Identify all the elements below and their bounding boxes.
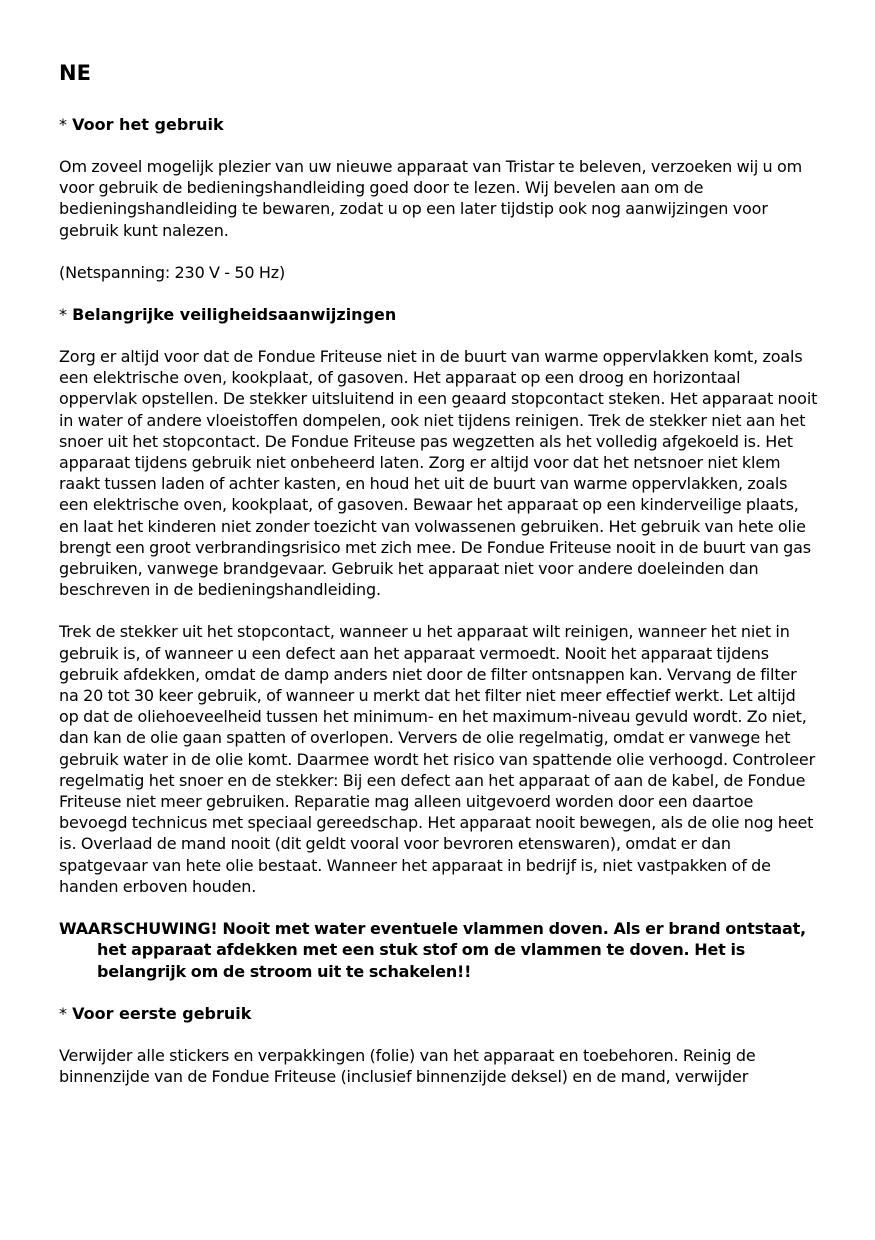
heading-bullet: *: [59, 115, 73, 134]
heading-bullet: *: [59, 305, 73, 325]
section-heading-before-use: [59, 114, 819, 135]
section-heading-safety: [59, 304, 819, 325]
safety-paragraph-1: Zorg er altijd voor dat de Fondue Friteuse niet in de buurt van warme oppervlakken komt, zoals een elektrische oven, kookplaat, of gasoven. Het apparaat op een droog en horizontaal oppervlak opstellen. De stekker uitsluitend in een geaard stopcontact steken. Het apparaat nooit in water of andere vloeistoffen dompelen, ook niet tijdens reinigen. Trek de stekker niet aan het snoer uit het stopcontact. De Fondue Friteuse pas wegzetten als het volledig afgekoeld is. Het apparaat tijdens gebruik niet onbeheerd laten. Zorg er altijd voor dat het netsnoer niet klem raakt tussen laden of achter kasten, en houd het uit de buurt van warme oppervlakken, zoals een elektrische oven, kookplaat, of gasoven. Bewaar het apparaat op een kinderveilige plaats, en laat het kinderen niet zonder toezicht van volwassenen gebruiken. Het gebruik van hete olie brengt een groot verbrandingsrisico met zich mee. De Fondue Friteuse nooit in de buurt van gas gebruiken, vanwege brandgevaar. Gebruik het apparaat niet voor andere doeleinden dan beschreven in de bedieningshandleiding.: [59, 347, 818, 600]
heading-title: Belangrijke veiligheidsaanwijzingen: [72, 305, 397, 325]
heading-title: Voor eerste gebruik: [72, 1003, 252, 1023]
heading-title: Voor het gebruik: [72, 115, 224, 134]
first-use-paragraph: Verwijder alle stickers en verpakkingen (folie) van het apparaat en toebehoren. Reinig de binnenzijde van de Fondue Friteuse (inclusief binnenzijde deksel) en de mand, verwijder: [59, 1045, 756, 1086]
before-use-paragraph: Om zoveel mogelijk plezier van uw nieuwe apparaat van Tristar te beleven, verzoeken wij u om voor gebruik de bedieningshandleiding goed door te lezen. Wij bevelen aan om de bedieningshandleiding te bewaren, zodat u op een later tijdstip ook nog aanwijzingen voor gebruik kunt nalezen.: [59, 157, 803, 240]
heading-bullet: *: [59, 1003, 73, 1023]
voltage-note: (Netspanning: 230 V - 50 Hz): [59, 262, 286, 282]
warning-paragraph: WAARSCHUWING! Nooit met water eventuele vlammen doven. Als er brand ontstaat, het apparaat afdekken met een stuk stof om de vlammen te doven. Het is belangrijk om de stroom uit te schakelen!!: [59, 919, 806, 981]
manual-page: [59, 58, 819, 1108]
safety-paragraph-2: Trek de stekker uit het stopcontact, wanneer u het apparaat wilt reinigen, wanneer het niet in gebruik is, of wanneer u een defect aan het apparaat vermoedt. Nooit het apparaat tijdens gebruik afdekken, omdat de damp anders niet door de filter ontsnappen kan. Vervang de filter na 20 tot 30 keer gebruik, of wanneer u merkt dat het filter niet meer effectief werkt. Let altijd op dat de oliehoeveelheid tussen het minimum- en het maximum-niveau gevuld wordt. Zo niet, dan kan de olie gaan spatten of overlopen. Ververs de olie regelmatig, omdat er vanwege het gebruik water in de olie komt. Daarmee wordt het risico van spattende olie verhoogd. Controleer regelmatig het snoer en de stekker: Bij een defect aan het apparaat of aan de kabel, de Fondue Friteuse niet meer gebruiken. Reparatie mag alleen uitgevoerd worden door een daartoe bevoegd technicus met speciaal gereedschap. Het apparaat nooit bewegen, als de olie nog heet is. Overlaad de mand nooit (dit geldt vooral voor bevroren etenswaren), omdat er dan spatgevaar van hete olie bestaat. Wanneer het apparaat in bedrijf is, niet vastpakken of de handen erboven houden.: [59, 622, 816, 896]
section-heading-first-use: [59, 1003, 819, 1024]
language-code: NE: [59, 61, 91, 85]
